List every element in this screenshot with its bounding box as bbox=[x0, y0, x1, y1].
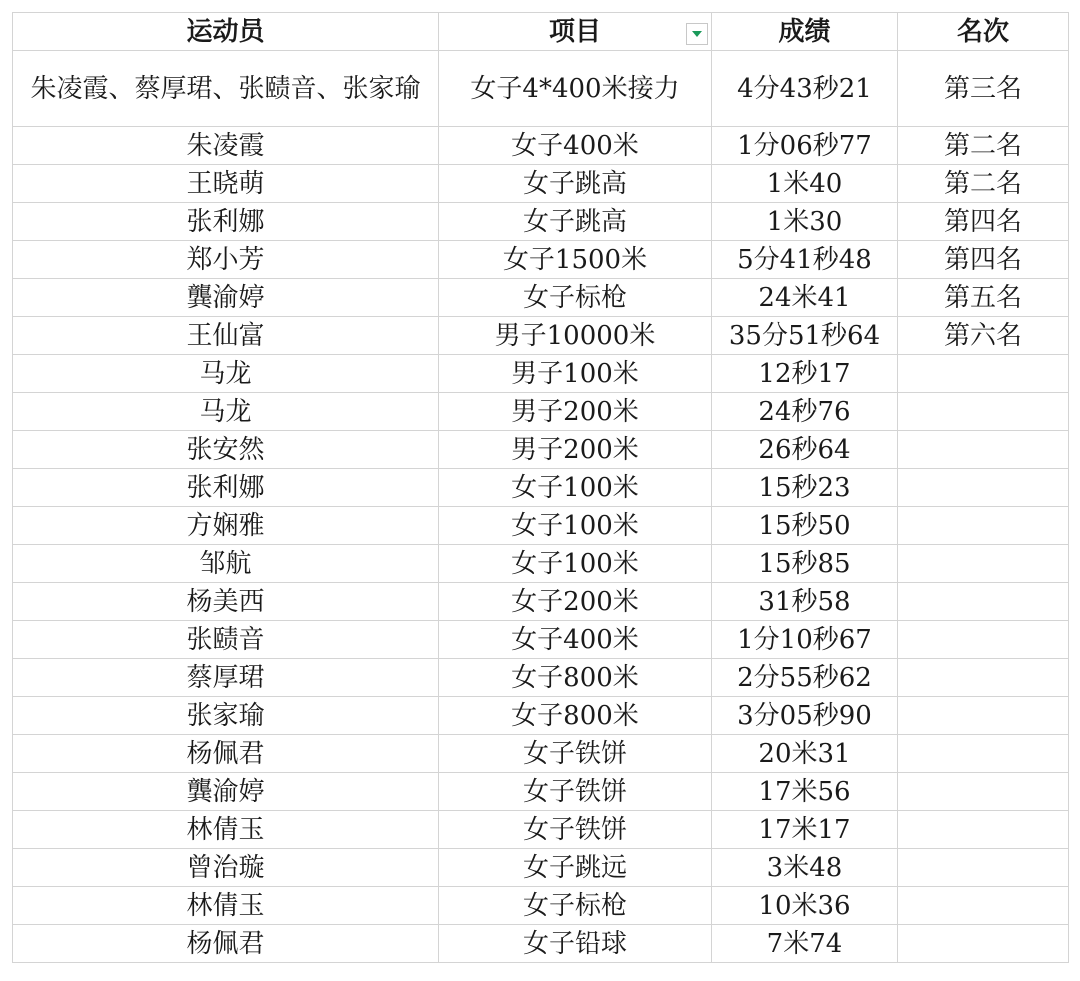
cell-athlete[interactable]: 方娴雅 bbox=[13, 507, 439, 545]
filter-dropdown-icon[interactable] bbox=[686, 23, 708, 45]
cell-rank[interactable] bbox=[898, 773, 1069, 811]
cell-result[interactable]: 7米74 bbox=[712, 925, 898, 963]
cell-result[interactable]: 3分05秒90 bbox=[712, 697, 898, 735]
cell-result[interactable]: 26秒64 bbox=[712, 431, 898, 469]
cell-athlete[interactable]: 王晓萌 bbox=[13, 165, 439, 203]
header-athlete[interactable]: 运动员 bbox=[13, 13, 439, 51]
header-result[interactable]: 成绩 bbox=[712, 13, 898, 51]
cell-athlete[interactable]: 曾治璇 bbox=[13, 849, 439, 887]
table-row bbox=[13, 469, 1069, 507]
table-row bbox=[13, 317, 1069, 355]
cell-rank[interactable]: 第二名 bbox=[898, 165, 1069, 203]
cell-result[interactable]: 17米17 bbox=[712, 811, 898, 849]
table-row bbox=[13, 127, 1069, 165]
cell-athlete[interactable]: 龔渝婷 bbox=[13, 279, 439, 317]
cell-athlete[interactable]: 邹航 bbox=[13, 545, 439, 583]
cell-event[interactable]: 女子标枪 bbox=[439, 279, 712, 317]
cell-rank[interactable] bbox=[898, 393, 1069, 431]
cell-rank[interactable] bbox=[898, 659, 1069, 697]
cell-rank[interactable] bbox=[898, 621, 1069, 659]
cell-rank[interactable] bbox=[898, 697, 1069, 735]
cell-rank[interactable] bbox=[898, 811, 1069, 849]
cell-result[interactable]: 17米56 bbox=[712, 773, 898, 811]
cell-result[interactable]: 10米36 bbox=[712, 887, 898, 925]
cell-athlete[interactable]: 王仙富 bbox=[13, 317, 439, 355]
cell-athlete[interactable]: 郑小芳 bbox=[13, 241, 439, 279]
cell-athlete[interactable]: 张安然 bbox=[13, 431, 439, 469]
cell-result[interactable]: 24米41 bbox=[712, 279, 898, 317]
cell-athlete[interactable]: 张家瑜 bbox=[13, 697, 439, 735]
cell-event[interactable]: 女子100米 bbox=[439, 545, 712, 583]
cell-event[interactable]: 女子1500米 bbox=[439, 241, 712, 279]
cell-result[interactable]: 20米31 bbox=[712, 735, 898, 773]
table-row bbox=[13, 925, 1069, 963]
table-row bbox=[13, 773, 1069, 811]
cell-event[interactable]: 女子铁饼 bbox=[439, 735, 712, 773]
cell-athlete[interactable]: 龔渝婷 bbox=[13, 773, 439, 811]
table-row bbox=[13, 51, 1069, 127]
cell-athlete[interactable]: 张赜音 bbox=[13, 621, 439, 659]
cell-athlete[interactable]: 马龙 bbox=[13, 355, 439, 393]
cell-rank[interactable] bbox=[898, 583, 1069, 621]
cell-rank[interactable]: 第五名 bbox=[898, 279, 1069, 317]
cell-rank[interactable]: 第三名 bbox=[898, 51, 1069, 127]
table-body bbox=[13, 51, 1069, 963]
cell-rank[interactable] bbox=[898, 887, 1069, 925]
table-row bbox=[13, 621, 1069, 659]
cell-result[interactable]: 1分10秒67 bbox=[712, 621, 898, 659]
cell-result[interactable]: 15秒50 bbox=[712, 507, 898, 545]
table-row bbox=[13, 659, 1069, 697]
cell-result[interactable]: 4分43秒21 bbox=[712, 51, 898, 127]
cell-athlete[interactable]: 杨美西 bbox=[13, 583, 439, 621]
cell-rank[interactable] bbox=[898, 545, 1069, 583]
cell-result[interactable]: 35分51秒64 bbox=[712, 317, 898, 355]
table-row bbox=[13, 697, 1069, 735]
cell-event[interactable]: 女子铁饼 bbox=[439, 811, 712, 849]
table-row bbox=[13, 279, 1069, 317]
table-row bbox=[13, 507, 1069, 545]
cell-result[interactable]: 15秒85 bbox=[712, 545, 898, 583]
cell-result[interactable]: 1分06秒77 bbox=[712, 127, 898, 165]
table-row bbox=[13, 545, 1069, 583]
cell-event[interactable]: 女子100米 bbox=[439, 469, 712, 507]
cell-result[interactable]: 1米40 bbox=[712, 165, 898, 203]
cell-rank[interactable] bbox=[898, 735, 1069, 773]
cell-result[interactable]: 24秒76 bbox=[712, 393, 898, 431]
table-row bbox=[13, 849, 1069, 887]
cell-athlete[interactable]: 林倩玉 bbox=[13, 811, 439, 849]
header-event-label: 项目 bbox=[548, 16, 601, 47]
results-table bbox=[12, 12, 1069, 963]
cell-result[interactable]: 15秒23 bbox=[712, 469, 898, 507]
table-row bbox=[13, 203, 1069, 241]
header-event[interactable] bbox=[439, 13, 712, 51]
cell-athlete[interactable]: 杨佩君 bbox=[13, 925, 439, 963]
table-row bbox=[13, 735, 1069, 773]
table-row bbox=[13, 887, 1069, 925]
cell-result[interactable]: 3米48 bbox=[712, 849, 898, 887]
cell-result[interactable]: 2分55秒62 bbox=[712, 659, 898, 697]
table-row bbox=[13, 241, 1069, 279]
table-row bbox=[13, 431, 1069, 469]
cell-rank[interactable]: 第四名 bbox=[898, 241, 1069, 279]
cell-result[interactable]: 31秒58 bbox=[712, 583, 898, 621]
cell-event[interactable]: 女子800米 bbox=[439, 697, 712, 735]
cell-rank[interactable] bbox=[898, 469, 1069, 507]
table-row bbox=[13, 811, 1069, 849]
cell-event[interactable]: 男子10000米 bbox=[439, 317, 712, 355]
cell-rank[interactable]: 第六名 bbox=[898, 317, 1069, 355]
filter-triangle bbox=[692, 31, 702, 37]
results-spreadsheet bbox=[12, 12, 1068, 963]
cell-event[interactable]: 男子200米 bbox=[439, 393, 712, 431]
cell-rank[interactable] bbox=[898, 431, 1069, 469]
cell-result[interactable]: 5分41秒48 bbox=[712, 241, 898, 279]
cell-result[interactable]: 12秒17 bbox=[712, 355, 898, 393]
cell-athlete[interactable]: 马龙 bbox=[13, 393, 439, 431]
cell-event[interactable]: 女子跳高 bbox=[439, 165, 712, 203]
cell-athlete[interactable]: 杨佩君 bbox=[13, 735, 439, 773]
cell-rank[interactable] bbox=[898, 925, 1069, 963]
cell-event[interactable]: 男子100米 bbox=[439, 355, 712, 393]
cell-event[interactable]: 女子4*400米接力 bbox=[439, 51, 712, 127]
cell-event[interactable]: 女子铅球 bbox=[439, 925, 712, 963]
table-row bbox=[13, 583, 1069, 621]
table-row bbox=[13, 393, 1069, 431]
cell-result[interactable]: 1米30 bbox=[712, 203, 898, 241]
cell-rank[interactable] bbox=[898, 355, 1069, 393]
cell-event[interactable]: 男子200米 bbox=[439, 431, 712, 469]
cell-rank[interactable]: 第四名 bbox=[898, 203, 1069, 241]
table-row bbox=[13, 165, 1069, 203]
cell-athlete[interactable]: 蔡厚珺 bbox=[13, 659, 439, 697]
cell-rank[interactable]: 第二名 bbox=[898, 127, 1069, 165]
cell-event[interactable]: 女子铁饼 bbox=[439, 773, 712, 811]
cell-athlete[interactable]: 林倩玉 bbox=[13, 887, 439, 925]
cell-athlete[interactable]: 朱凌霞 bbox=[13, 127, 439, 165]
cell-event[interactable]: 女子100米 bbox=[439, 507, 712, 545]
cell-event[interactable]: 女子跳高 bbox=[439, 203, 712, 241]
table-row bbox=[13, 355, 1069, 393]
cell-event[interactable]: 女子200米 bbox=[439, 583, 712, 621]
cell-event[interactable]: 女子标枪 bbox=[439, 887, 712, 925]
cell-event[interactable]: 女子400米 bbox=[439, 621, 712, 659]
cell-rank[interactable] bbox=[898, 507, 1069, 545]
cell-event[interactable]: 女子跳远 bbox=[439, 849, 712, 887]
cell-athlete[interactable]: 张利娜 bbox=[13, 203, 439, 241]
header-rank[interactable]: 名次 bbox=[898, 13, 1069, 51]
cell-athlete[interactable]: 张利娜 bbox=[13, 469, 439, 507]
cell-event[interactable]: 女子800米 bbox=[439, 659, 712, 697]
cell-athlete[interactable]: 朱凌霞、蔡厚珺、张赜音、张家瑜 bbox=[13, 51, 439, 127]
header-row bbox=[13, 13, 1069, 51]
cell-rank[interactable] bbox=[898, 849, 1069, 887]
cell-event[interactable]: 女子400米 bbox=[439, 127, 712, 165]
